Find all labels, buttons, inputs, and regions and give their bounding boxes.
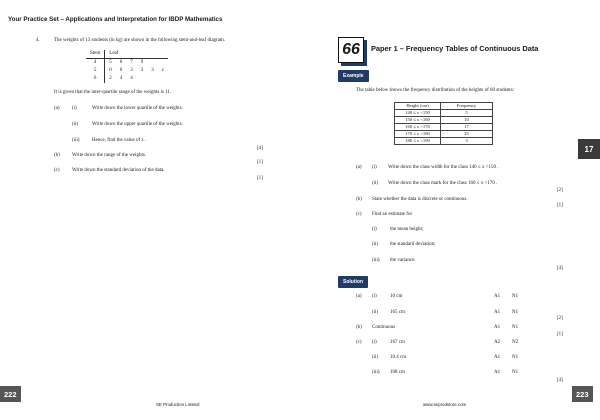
leaf-value: 2 bbox=[109, 76, 112, 81]
leaf-value bbox=[158, 59, 168, 68]
part-text: the standard deviation; bbox=[390, 242, 436, 247]
leaf-value: 7 bbox=[130, 60, 133, 65]
part-text: State whether the data is discrete or continuous. bbox=[372, 197, 468, 202]
table-cell: 5 bbox=[441, 110, 493, 117]
part-text: Write down the lower quartile of the weights. bbox=[92, 106, 183, 111]
part-text: Write down the class mark for the class 160 ≤ x <170 . bbox=[388, 181, 498, 186]
part-text: the mean height; bbox=[390, 227, 424, 232]
sub-label: (ii) bbox=[372, 355, 379, 360]
table-cell: 17 bbox=[441, 124, 493, 131]
solution-mark: A1 bbox=[494, 370, 501, 375]
solution-mark: A1 bbox=[494, 294, 501, 299]
marks: [4] bbox=[257, 146, 263, 151]
stem-leaf-row bbox=[86, 75, 168, 83]
part-text: Hence, find the value of z . bbox=[92, 138, 147, 143]
marks: [2] bbox=[557, 316, 563, 321]
footer-left: SE Production Limited bbox=[156, 402, 200, 407]
leaf-value: 3 bbox=[130, 68, 133, 73]
part-label: (a) bbox=[54, 106, 60, 111]
table-cell: 170 ≤ x <180 bbox=[395, 131, 441, 138]
solution-mark: A1 bbox=[494, 355, 501, 360]
page-number-left: 222 bbox=[0, 386, 21, 402]
leaf-header: Leaf bbox=[105, 50, 168, 59]
marks: [2] bbox=[557, 188, 563, 193]
table-row bbox=[395, 124, 493, 131]
leaf-value bbox=[137, 75, 148, 83]
sub-label: (i) bbox=[72, 106, 77, 111]
solution-mark: A2 bbox=[494, 340, 501, 345]
solution-mark: N1 bbox=[512, 294, 519, 299]
leaf-value: 6 bbox=[119, 60, 123, 65]
marks: [1] bbox=[557, 203, 563, 208]
part-text: Write down the range of the weights. bbox=[72, 153, 147, 158]
marks: [1] bbox=[257, 160, 263, 165]
sub-label: (ii) bbox=[372, 310, 379, 315]
solution-answer: 167 cm bbox=[390, 340, 405, 345]
solution-answer: Continuous bbox=[372, 325, 396, 330]
leaf-value: 3 bbox=[151, 68, 154, 73]
part-text: the variance. bbox=[390, 258, 416, 263]
sub-label: (i) bbox=[372, 165, 377, 170]
table-cell: 160 ≤ x <170 bbox=[395, 124, 441, 131]
sub-label: (i) bbox=[372, 227, 377, 232]
solution-answer: 10.4 cm bbox=[390, 355, 407, 360]
marks: [1] bbox=[557, 332, 563, 337]
table-cell: 140 ≤ x <150 bbox=[395, 110, 441, 117]
solution-mark: N1 bbox=[512, 325, 519, 330]
sub-label: (ii) bbox=[372, 242, 379, 247]
part-label: (b) bbox=[54, 153, 60, 158]
part-label: (a) bbox=[356, 165, 362, 170]
table-row bbox=[395, 110, 493, 117]
stem-leaf-row bbox=[86, 59, 168, 68]
table-row bbox=[395, 117, 493, 124]
question-number: 4. bbox=[36, 38, 40, 43]
sub-label: (i) bbox=[372, 294, 377, 299]
solution-label: Solution bbox=[338, 276, 368, 288]
leaf-value: 5 bbox=[109, 60, 112, 65]
part-label: (c) bbox=[54, 168, 60, 173]
leaf-value: 4 bbox=[119, 76, 123, 81]
part-text: Write down the class width for the class 140 ≤ x <150 . bbox=[388, 165, 499, 170]
marks: [4] bbox=[557, 266, 563, 271]
leaf-value: 9 bbox=[140, 60, 144, 65]
solution-mark: A1 bbox=[494, 310, 501, 315]
sub-label: (ii) bbox=[372, 181, 379, 186]
part-label: (b) bbox=[356, 197, 362, 202]
example-intro: The table below shows the frequency distribution of the heights of 60 students: bbox=[356, 88, 515, 93]
leaf-value bbox=[147, 75, 158, 83]
part-label: (a) bbox=[356, 294, 362, 299]
footer-right: www.seprodstore.com bbox=[423, 402, 467, 407]
section-number-badge: 66 bbox=[338, 37, 364, 63]
page-number-right: 223 bbox=[572, 386, 593, 402]
stem-header: Stem bbox=[86, 50, 105, 59]
leaf-value bbox=[158, 75, 168, 83]
solution-answer: 108 cm bbox=[390, 370, 405, 375]
leaf-value: 3 bbox=[140, 68, 144, 73]
stem-value: 5 bbox=[86, 67, 105, 75]
sub-label: (iii) bbox=[372, 370, 380, 375]
solution-answer: 10 cm bbox=[390, 294, 403, 299]
solution-mark: N1 bbox=[512, 355, 519, 360]
table-cell: 3 bbox=[441, 138, 493, 145]
part-label: (b) bbox=[356, 325, 362, 330]
table-cell: 25 bbox=[441, 131, 493, 138]
sub-label: (iii) bbox=[72, 138, 80, 143]
marks: [1] bbox=[257, 176, 263, 181]
solution-mark: A1 bbox=[494, 325, 501, 330]
part-label: (c) bbox=[356, 340, 362, 345]
question-intro: The weights of 13 students (in kg) are shown in the following stem-and-leaf diagram. bbox=[54, 38, 226, 43]
table-row bbox=[395, 131, 493, 138]
sub-label: (iii) bbox=[372, 258, 380, 263]
table-row bbox=[395, 138, 493, 145]
leaf-value bbox=[147, 59, 158, 68]
running-header: Your Practice Set – Applications and Interpretation for IBDP Mathematics bbox=[8, 16, 223, 23]
chapter-tab: 17 bbox=[578, 139, 600, 159]
sub-label: (ii) bbox=[72, 122, 79, 127]
leaf-value: 4 bbox=[130, 76, 133, 81]
section-title: Paper 1 – Frequency Tables of Continuous Data bbox=[371, 44, 539, 53]
solution-answer: 165 cm bbox=[390, 310, 405, 315]
leaf-value: z bbox=[161, 68, 164, 73]
table-cell: 180 ≤ x <190 bbox=[395, 138, 441, 145]
solution-mark: N2 bbox=[512, 340, 519, 345]
part-text: Write down the standard deviation of the data. bbox=[72, 168, 165, 173]
part-text: Find an estimate for bbox=[372, 212, 413, 217]
example-label: Example bbox=[338, 70, 369, 82]
stem-value: 6 bbox=[86, 75, 105, 83]
stem-value: 4 bbox=[86, 59, 105, 68]
leaf-value: 0 bbox=[119, 68, 123, 73]
stem-leaf-diagram bbox=[86, 50, 168, 83]
marks: [4] bbox=[557, 378, 563, 383]
solution-mark: N1 bbox=[512, 370, 519, 375]
stem-leaf-row bbox=[86, 67, 168, 75]
table-header: Height (cm) bbox=[395, 103, 441, 110]
frequency-table bbox=[394, 102, 493, 145]
part-label: (c) bbox=[356, 212, 362, 217]
table-header: Frequency bbox=[441, 103, 493, 110]
given-statement: It is given that the inter-quartile range of the weights is 11. bbox=[54, 90, 172, 95]
leaf-value: 0 bbox=[109, 68, 112, 73]
table-cell: 10 bbox=[441, 117, 493, 124]
solution-mark: N1 bbox=[512, 310, 519, 315]
sub-label: (i) bbox=[372, 340, 377, 345]
table-cell: 150 ≤ x <160 bbox=[395, 117, 441, 124]
part-text: Write down the upper quartile of the weights. bbox=[92, 122, 183, 127]
